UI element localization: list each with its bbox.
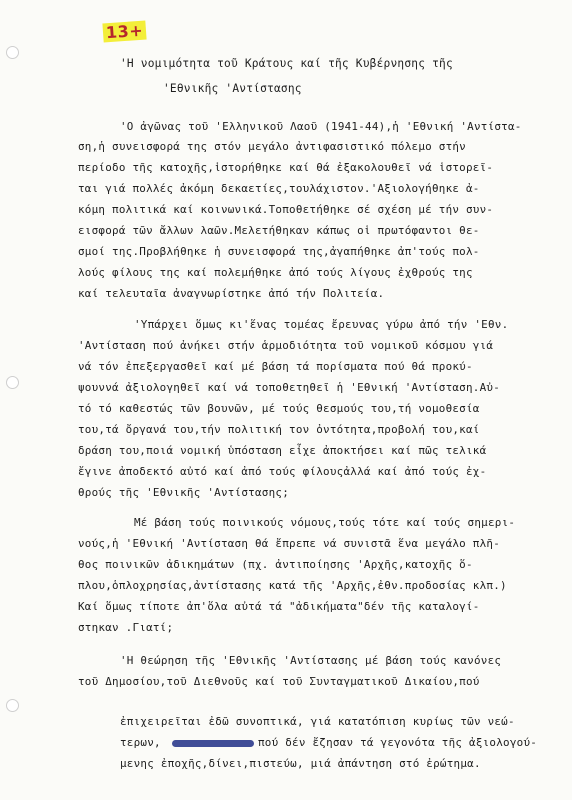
ink-strikethrough (172, 740, 254, 747)
body-line: μενης ἐποχῆς,δίνει,πιστεύω, μιά ἀπάντηση στό ἐρώτημα. (120, 757, 481, 770)
body-line: Μέ βάση τούς ποινικούς νόμους,τούς τότε καί τούς σημερι- (134, 516, 516, 529)
body-line: 'Υπάρχει ὅμως κι'ἕνας τομέας ἔρευνας γύρω ἀπό τήν 'Εθν. (134, 318, 509, 331)
body-line: του,τά ὄργανά του,τήν πολιτική τον ὀντότητα,προβολή του,καί (78, 423, 480, 436)
body-line: τοῦ Δημοσίου,τοῦ Διεθνοῦς καί τοῦ Συνταγματικοῦ Δικαίου,πού (78, 675, 480, 688)
page-number: 13+ (102, 21, 146, 43)
body-line: σμοί της.Προβλήθηκε ἡ συνεισφορά της,ἀγαπήθηκε ἀπ'τούς πολ- (78, 245, 480, 258)
body-line: 'Αντίσταση πού ἀνήκει στήν ἁρμοδιότητα τοῦ νομικοῦ κόσμου γιά (78, 339, 494, 352)
body-line: καί τελευταῖα ἀναγνωρίστηκε ἀπό τήν Πολιτεία. (78, 287, 385, 300)
body-line: περίοδο τῆς κατοχῆς,ἱστορήθηκε καί θά ἐξακολουθεῖ νά ἱστορεῖ- (78, 161, 494, 174)
body-line: ται γιά πολλές ἀκόμη δεκαετίες,τουλάχιστον.'Αξιολογήθηκε ἀ- (78, 182, 480, 195)
body-line: Καί ὅμως τίποτε ἀπ'ὅλα αὐτά τά "ἀδικήματα"δέν τῆς καταλογί- (78, 600, 480, 613)
body-line: τό τό καθεστώς τῶν βουνῶν, μέ τούς θεσμούς του,τή νομοθεσία (78, 402, 480, 415)
body-line: ἔγινε ἀποδεκτό αὐτό καί ἀπό τούς φίλουςἀλλά καί ἀπό τούς ἐχ- (78, 465, 487, 478)
body-line: λούς φίλους της καί πολεμήθηκε ἀπό τούς λίγους ἐχθρούς της (78, 266, 473, 279)
punch-hole (6, 46, 19, 59)
body-line: ση,ἡ συνεισφορά της στόν μεγάλο ἀντιφασιστικό πόλεμο στήν (78, 140, 466, 153)
punch-hole (6, 376, 19, 389)
body-line: τερων, (120, 736, 161, 749)
title-line-2: 'Εθνικῆς 'Αντίστασης (163, 82, 302, 95)
body-line: νούς,ἡ 'Εθνική 'Αντίσταση θά ἔπρεπε νά συνιστᾶ ἕνα μεγάλο πλῆ- (78, 537, 501, 550)
body-line: κόμη πολιτικά καί κοινωνικά.Τοποθετήθηκε σέ σχέση μέ τήν συν- (78, 203, 494, 216)
body-line: θρούς τῆς 'Εθνικῆς 'Αντίστασης; (78, 486, 290, 499)
body-line: πού δέν ἔζησαν τά γεγονότα τῆς ἀξιολογού- (258, 736, 538, 749)
body-line: ψουννά ἀξιολογηθεῖ καί νά τοποθετηθεῖ ἡ 'Εθνική 'Αντίσταση.Αὐ- (78, 381, 501, 394)
body-line: στηκαν .Γιατί; (78, 621, 174, 634)
title-line-1: 'Η νομιμότητα τοῦ Κράτους καί τῆς Κυβέρνησης τῆς (120, 57, 453, 70)
body-line: νά τόν ἐπεξεργασθεῖ καί μέ βάση τά πορίσματα πού θά προκύ- (78, 360, 473, 373)
body-line: 'Ο ἀγῶνας τοῦ 'Ελληνικοῦ Λαοῦ (1941-44),ἡ 'Εθνική 'Αντίστα- (120, 120, 522, 133)
body-line: πλου,ὁπλοχρησίας,ἀντίστασης κατά τῆς 'Αρχῆς,ἐθν.προδοσίας κλπ.) (78, 579, 507, 592)
body-line: θος ποινικῶν ἀδικημάτων (πχ. ἀντιποίησης 'Αρχῆς,κατοχῆς ὅ- (78, 558, 473, 571)
body-line: δράση του,ποιά νομική ὑπόσταση εἶχε ἀποκτήσει καί πῶς τελικά (78, 444, 487, 457)
body-line: εισφορά τῶν ἄλλων λαῶν.Μελετήθηκαν κάπως οἱ πρωτόφαντοι θε- (78, 224, 480, 237)
punch-hole (6, 699, 19, 712)
body-line: 'Η θεώρηση τῆς 'Εθνικῆς 'Αντίστασης μέ βάση τούς κανόνες (120, 654, 502, 667)
body-line: ἐπιχειρεῖται ἐδῶ συνοπτικά, γιά κατατόπιση κυρίως τῶν νεώ- (120, 715, 515, 728)
